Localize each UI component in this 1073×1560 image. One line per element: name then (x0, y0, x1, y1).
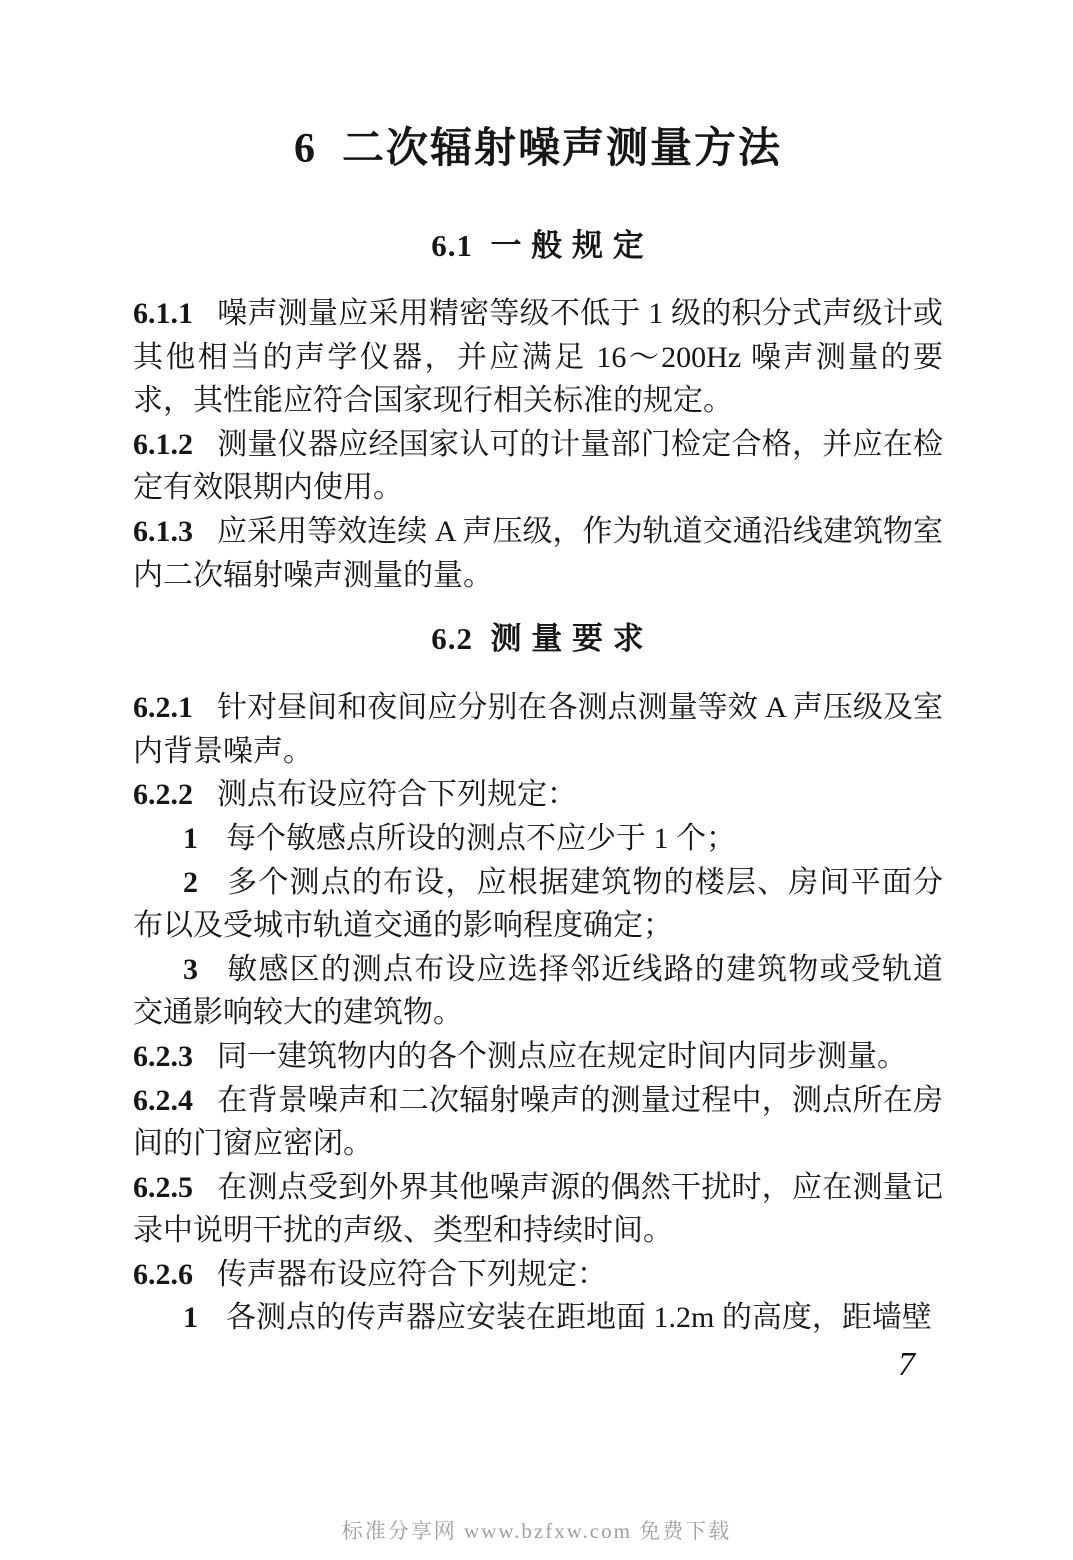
clause-number: 6.2.4 (133, 1083, 193, 1117)
clause-number: 6.2.2 (133, 778, 193, 812)
item-number: 2 (183, 865, 198, 899)
item-number: 3 (183, 952, 198, 986)
clause-6-2-6-item-1 (133, 1296, 943, 1340)
clause-6-1-3 (133, 510, 943, 597)
chapter-title: 6 二次辐射噪声测量方法 (293, 126, 782, 172)
clause-number: 6.1.3 (133, 514, 193, 548)
clause-number: 6.2.3 (133, 1039, 193, 1073)
clause-6-2-2-item-3 (133, 948, 943, 1035)
clause-text: 在背景噪声和二次辐射噪声的测量过程中，测点所在房间的门窗应密闭。 (133, 1083, 943, 1161)
clause-6-2-2-item-1 (133, 817, 943, 861)
clause-6-2-6 (133, 1253, 943, 1297)
page-number: 7 (898, 1346, 915, 1383)
item-text: 每个敏感点所设的测点不应少于 1 个； (226, 821, 736, 855)
clause-text: 同一建筑物内的各个测点应在规定时间内同步测量。 (217, 1039, 907, 1073)
clause-6-2-4 (133, 1079, 943, 1166)
clause-text: 测量仪器应经国家认可的计量部门检定合格，并应在检定有效限期内使用。 (133, 427, 943, 505)
page-content (133, 126, 943, 1340)
item-text: 多个测点的布设，应根据建筑物的楼层、房间平面分布以及受城市轨道交通的影响程度确定； (133, 865, 943, 943)
clause-number: 6.1.1 (133, 297, 193, 330)
clause-text: 传声器布设应符合下列规定： (217, 1257, 607, 1291)
clause-number: 6.1.2 (133, 427, 193, 461)
clause-6-1-1 (133, 292, 943, 423)
clause-number: 6.2.5 (133, 1170, 193, 1204)
clause-number: 6.2.1 (133, 691, 193, 725)
clause-6-2-5 (133, 1166, 943, 1253)
clause-6-2-2 (133, 773, 943, 817)
section-heading-6-2: 6.2 测 量 要 求 (431, 621, 645, 657)
clause-6-2-2-item-2 (133, 861, 943, 948)
clause-number: 6.2.6 (133, 1257, 193, 1291)
clause-text: 应采用等效连续 A 声压级，作为轨道交通沿线建筑物室内二次辐射噪声测量的量。 (133, 514, 943, 592)
clause-6-2-3 (133, 1035, 943, 1079)
watermark-footer: 标准分享网 www.bzfxw.com 免费下载 (341, 1519, 732, 1543)
section-heading-6-1: 6.1 一 般 规 定 (431, 228, 645, 263)
item-number: 1 (183, 821, 198, 855)
item-text: 敏感区的测点布设应选择邻近线路的建筑物或受轨道交通影响较大的建筑物。 (133, 952, 943, 1030)
clause-6-2-1 (133, 686, 943, 773)
clause-text: 噪声测量应采用精密等级不低于 1 级的积分式声级计或其他相当的声学仪器，并应满足 16～200Hz 噪声测量的要求，其性能应符合国家现行相关标准的规定。 (133, 297, 943, 418)
item-number: 1 (183, 1301, 198, 1335)
item-text: 各测点的传声器应安装在距地面 1.2m 的高度，距墙壁 (226, 1301, 932, 1335)
clause-text: 测点布设应符合下列规定： (217, 778, 577, 812)
clause-text: 针对昼间和夜间应分别在各测点测量等效 A 声压级及室内背景噪声。 (133, 691, 943, 768)
clause-text: 在测点受到外界其他噪声源的偶然干扰时，应在测量记录中说明干扰的声级、类型和持续时间。 (133, 1170, 943, 1248)
clause-6-1-2 (133, 423, 943, 510)
